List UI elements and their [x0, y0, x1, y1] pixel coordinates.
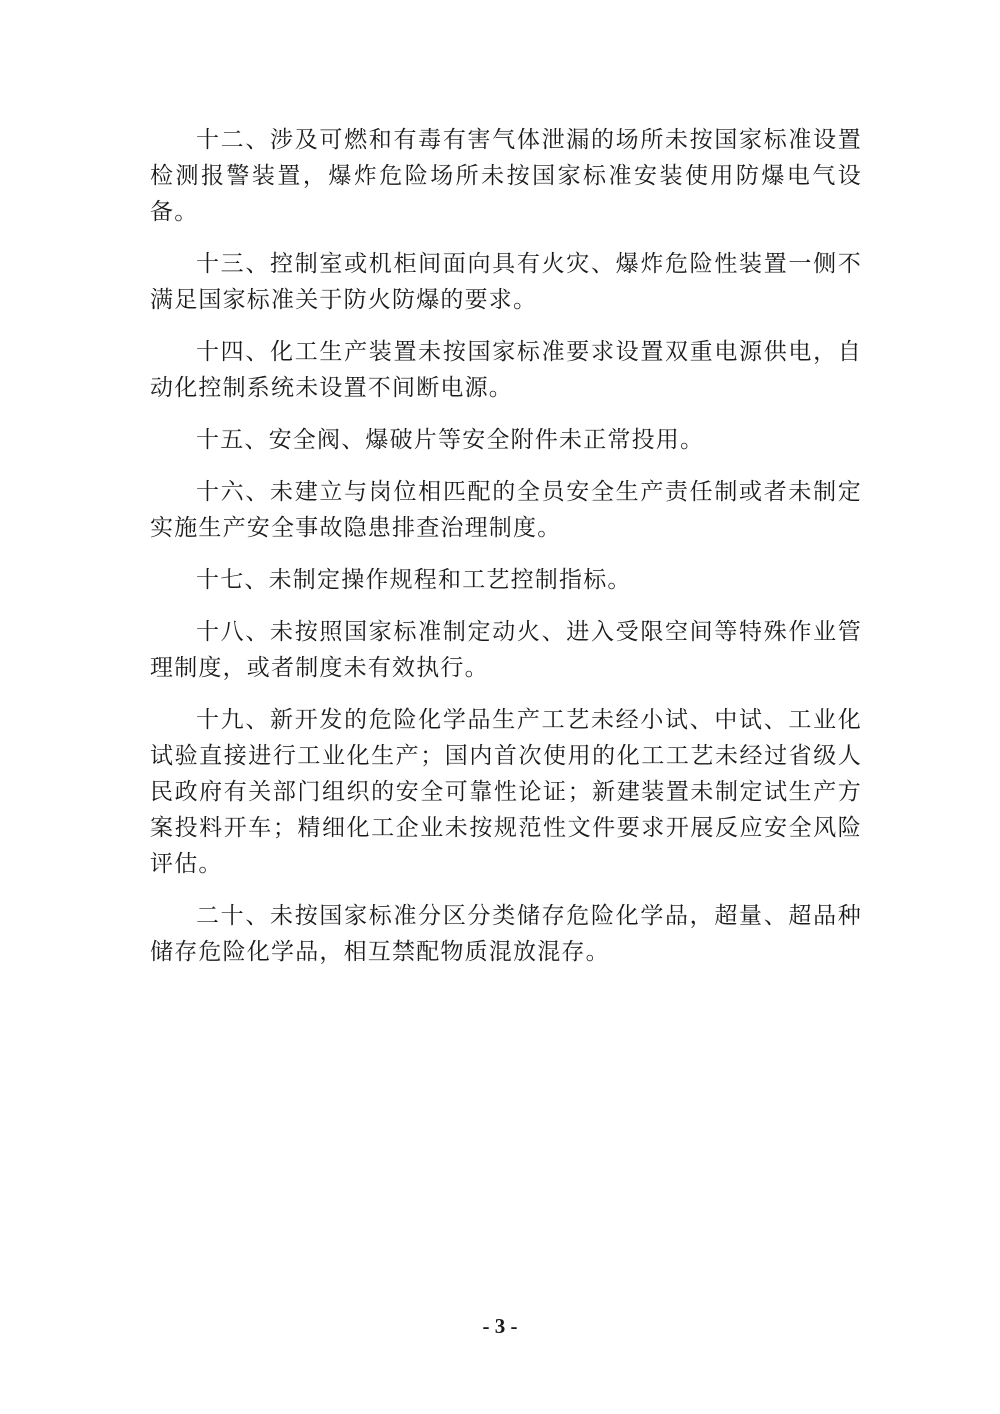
paragraph-item-12: 十二、涉及可燃和有毒有害气体泄漏的场所未按国家标准设置检测报警装置，爆炸危险场所未按国家标准安装使用防爆电气设备。 — [150, 127, 862, 225]
paragraph-item-17: 十七、未制定操作规程和工艺控制指标。 — [196, 567, 632, 593]
paragraph-item-18: 十八、未按照国家标准制定动火、进入受限空间等特殊作业管理制度，或者制度未有效执行。 — [150, 619, 862, 681]
document-body — [150, 122, 862, 986]
paragraph-item-13: 十三、控制室或机柜间面向具有火灾、爆炸危险性装置一侧不满足国家标准关于防火防爆的要求。 — [150, 251, 862, 313]
paragraph-item-15: 十五、安全阀、爆破片等安全附件未正常投用。 — [196, 427, 705, 453]
page-number: - 3 - — [482, 1314, 518, 1338]
paragraph-item-14: 十四、化工生产装置未按国家标准要求设置双重电源供电，自动化控制系统未设置不间断电源。 — [150, 339, 862, 401]
paragraph-item-20: 二十、未按国家标准分区分类储存危险化学品，超量、超品种储存危险化学品，相互禁配物质混放混存。 — [150, 903, 862, 965]
paragraph-item-19: 十九、新开发的危险化学品生产工艺未经小试、中试、工业化试验直接进行工业化生产；国内首次使用的化工工艺未经过省级人民政府有关部门组织的安全可靠性论证；新建装置未制定试生产方案投料开车；精细化工企业未按规范性文件要求开展反应安全风险评估。 — [150, 707, 862, 877]
paragraph-item-16: 十六、未建立与岗位相匹配的全员安全生产责任制或者未制定实施生产安全事故隐患排查治理制度。 — [150, 479, 862, 541]
